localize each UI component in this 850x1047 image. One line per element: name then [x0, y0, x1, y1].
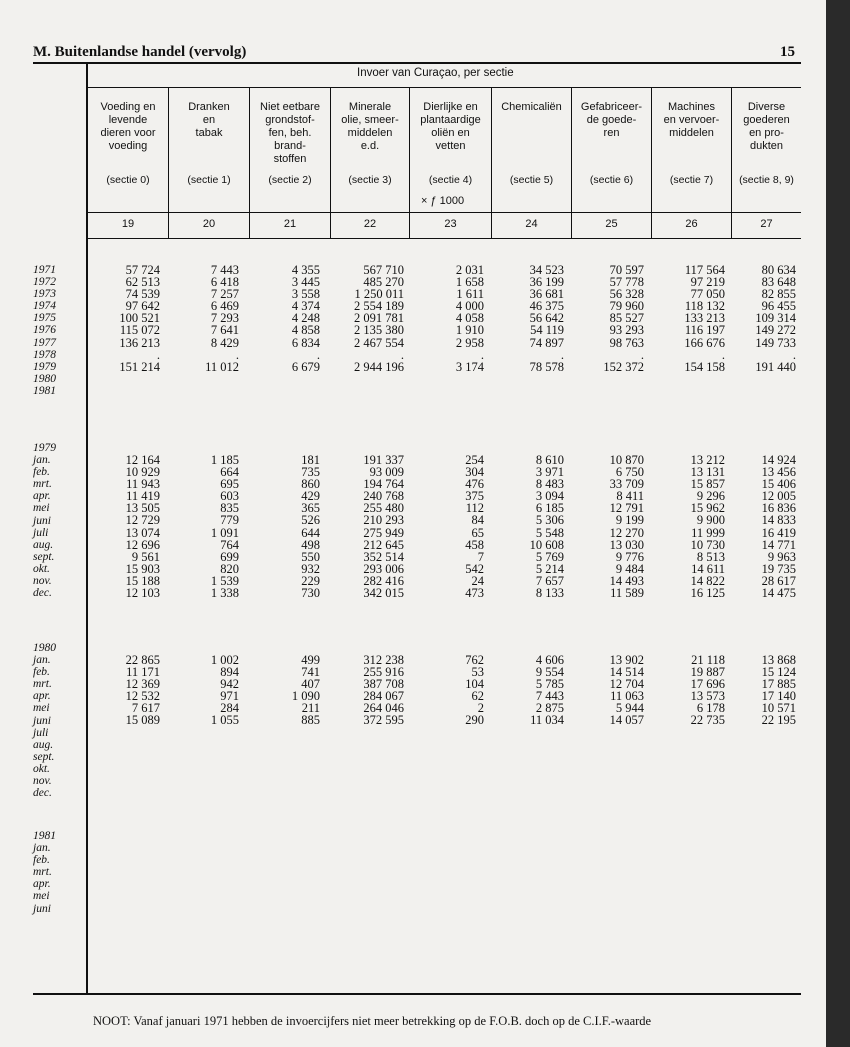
column-number: 19: [121, 218, 135, 230]
column-number: 23: [444, 218, 457, 230]
data-column: 13 868 15 124 17 885 17 140 10 571 22 195: [761, 653, 796, 728]
column-heading: Niet eetbare grondstof- fen, beh. brand- stoffen: [260, 101, 320, 165]
column-sectie: (sectie 2): [268, 174, 312, 186]
column-sectie: (sectie 8, 9): [739, 174, 794, 186]
column-heading: Voeding en levende dieren voor voeding: [100, 101, 156, 152]
column-sectie: (sectie 0): [106, 174, 150, 186]
row-labels-1981: 1981 jan. feb. mrt. apr. mei juni: [33, 830, 56, 915]
colnum-bottom-rule: [86, 238, 801, 239]
column-number: 26: [685, 218, 698, 230]
data-column: 499 741 407 1 090 211 885: [291, 653, 320, 728]
group-rule: [86, 87, 801, 88]
unit-label: × ƒ 1000: [421, 195, 465, 207]
column-heading: Diverse goederen en pro- dukten: [743, 101, 790, 152]
data-column: 254 304 476 375 112 84 65 458 7 542 24 473: [465, 453, 484, 601]
column-heading: Machines en vervoer- middelen: [663, 101, 720, 139]
column-number: 25: [605, 218, 618, 230]
header-rule: [33, 62, 801, 64]
data-column: 762 53 104 62 2 290: [465, 653, 484, 728]
row-labels-1980: 1980 jan. feb. mrt. apr. mei juni juli aug. sept. okt. nov. dec.: [33, 642, 56, 800]
data-column: 34 523 36 199 36 681 46 375 56 642 54 119 74 897 . 78 578: [529, 263, 564, 374]
column-sectie: (sectie 6): [589, 174, 634, 186]
data-column: 12 164 10 929 11 943 11 419 13 505 12 729 13 074 12 696 9 561 15 903 15 188 12 103: [125, 453, 160, 601]
column-sectie: (sectie 5): [509, 174, 554, 186]
data-column: 117 564 97 219 77 050 118 132 133 213 116 197 166 676 . 154 158: [684, 263, 725, 374]
data-column: 2 031 1 658 1 611 4 000 4 058 1 910 2 958 . 3 174: [455, 263, 484, 374]
column-number: 20: [202, 218, 216, 230]
column-number: 22: [363, 218, 377, 230]
column-number: 27: [760, 218, 773, 230]
column-heading: Gefabriceer- de goede- ren: [580, 101, 643, 139]
data-column: 10 870 6 750 33 709 8 411 12 791 9 199 12 270 13 030 9 776 9 484 14 493 11 589: [609, 453, 644, 601]
colnum-top-rule: [86, 212, 801, 213]
data-column: 4 355 3 445 3 558 4 374 4 248 4 858 6 834 . 6 679: [291, 263, 320, 374]
data-column: 80 634 83 648 82 855 96 455 109 314 149 272 149 733 . 191 440: [755, 263, 796, 374]
data-column: 191 337 93 009 194 764 240 768 255 480 210 293 275 949 212 645 352 514 293 006 282 416 342 015: [363, 453, 404, 601]
data-column: 57 724 62 513 74 539 97 642 100 521 115 072 136 213 . 151 214: [119, 263, 160, 374]
column-number: 24: [525, 218, 538, 230]
data-column: 14 924 13 456 15 406 12 005 16 836 14 833 16 419 14 771 9 963 19 735 28 617 14 475: [761, 453, 796, 601]
column-heading: Dranken en tabak: [188, 101, 230, 139]
column-sectie: (sectie 3): [348, 174, 392, 186]
column-sectie: (sectie 1): [187, 174, 231, 186]
row-labels-years: 1971 1972 1973 1974 1975 1976 1977 1978 1979 1980 1981: [33, 264, 56, 397]
column-sectie: (sectie 4): [428, 174, 473, 186]
data-column: 7 443 6 418 7 257 6 469 7 293 7 641 8 429 . 11 012: [205, 263, 239, 374]
data-column: 312 238 255 916 387 708 284 067 264 046 372 595: [363, 653, 404, 728]
column-heading: Dierlijke en plantaardige oliën en vetten: [420, 101, 481, 152]
page-edge-shadow: [826, 0, 850, 1047]
page-number: 15: [780, 44, 795, 60]
footnote: NOOT: Vanaf januari 1971 hebben de invoercijfers niet meer betrekking op de F.O.B. doch op de C.I.F.-waarde: [93, 1014, 652, 1028]
column-heading: Minerale olie, smeer- middelen e.d.: [341, 101, 399, 152]
table-super-heading: Invoer van Curaçao, per sectie: [357, 67, 514, 79]
data-column: 21 118 19 887 17 696 13 573 6 178 22 735: [690, 653, 725, 728]
data-column: 70 597 57 778 56 328 79 960 85 527 93 293 98 763 . 152 372: [603, 263, 644, 374]
data-column: 181 735 860 429 365 526 644 498 550 932 229 730: [301, 453, 320, 601]
data-column: 13 212 13 131 15 857 9 296 15 962 9 900 11 999 10 730 8 513 14 611 14 822 16 125: [690, 453, 725, 601]
column-heading: Chemicaliën: [501, 101, 562, 113]
data-column: 8 610 3 971 8 483 3 094 6 185 5 306 5 548 10 608 5 769 5 214 7 657 8 133: [529, 453, 564, 601]
data-column: 1 002 894 942 971 284 1 055: [210, 653, 239, 728]
data-column: 13 902 14 514 12 704 11 063 5 944 14 057: [609, 653, 644, 728]
data-column: 1 185 664 695 603 835 779 1 091 764 699 820 1 539 1 338: [210, 453, 239, 601]
column-sectie: (sectie 7): [669, 174, 714, 186]
data-column: 22 865 11 171 12 369 12 532 7 617 15 089: [125, 653, 160, 728]
column-number: 21: [283, 218, 297, 230]
row-labels-1979: 1979 jan. feb. mrt. apr. mei juni juli aug. sept. okt. nov. dec.: [33, 442, 56, 600]
data-column: 4 606 9 554 5 785 7 443 2 875 11 034: [530, 653, 564, 728]
data-column: 567 710 485 270 1 250 011 2 554 189 2 091 781 2 135 380 2 467 554 . 2 944 196: [354, 263, 404, 374]
table-bottom-rule: [33, 993, 801, 995]
section-header: M. Buitenlandse handel (vervolg): [33, 44, 247, 60]
